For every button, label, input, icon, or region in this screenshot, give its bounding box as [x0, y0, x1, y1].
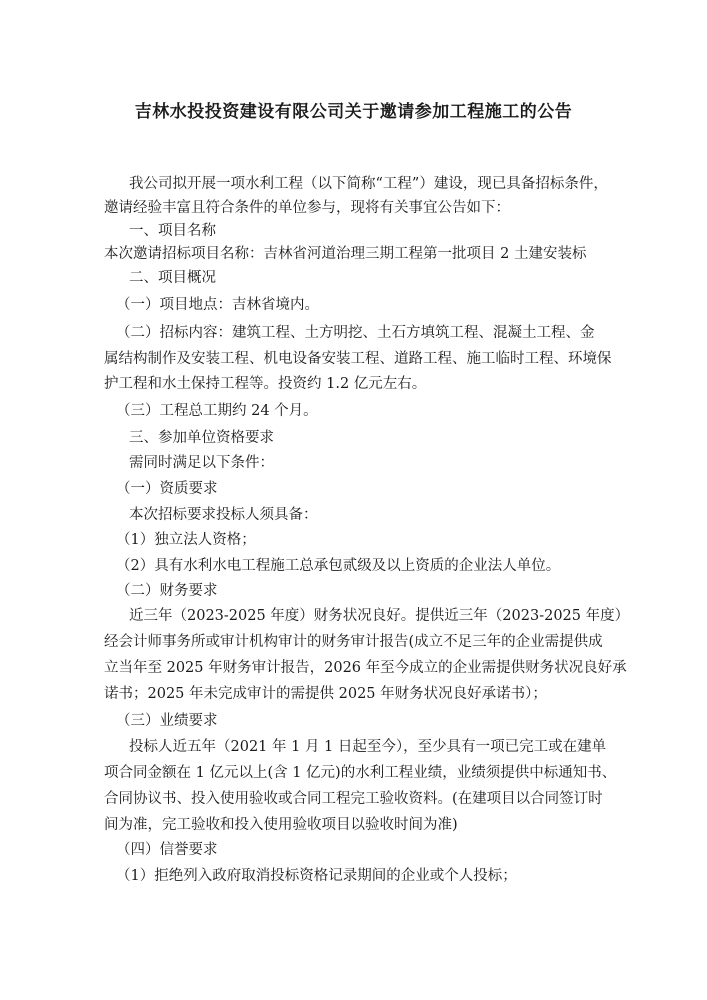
- financial-line-2: 经会计师事务所或审计机构审计的财务审计报告(成立不足三年的企业需提供成: [104, 634, 603, 650]
- qualification-intro: 本次招标要求投标人须具备：: [129, 507, 318, 523]
- reputation-item-1: （1）拒绝列入政府取消投标资格记录期间的企业或个人投标；: [116, 868, 517, 884]
- document-title: 吉林水投投资建设有限公司关于邀请参加工程施工的公告: [134, 102, 573, 122]
- financial-line-1: 近三年（2023-2025 年度）财务状况良好。提供近三年（2023-2025 年度）: [129, 608, 630, 624]
- qualification-item-2: （2）具有水利水电工程施工总承包贰级及以上资质的企业法人单位。: [116, 558, 561, 574]
- financial-heading: （二）财务要求: [116, 583, 218, 599]
- section-3-intro: 需同时满足以下条件：: [129, 455, 274, 471]
- section-2-location: （一）项目地点：吉林省境内。: [116, 297, 319, 313]
- qualification-heading: （一）资质要求: [116, 481, 218, 497]
- section-2-duration: （三）工程总工期约 24 个月。: [116, 403, 318, 419]
- intro-line-2: 邀请经验丰富且符合条件的单位参与，现将有关事宜公告如下：: [104, 200, 510, 216]
- performance-line-4: 间为准，完工验收和投入使用验收项目以验收时间为准): [104, 817, 458, 833]
- section-1-body: 本次邀请招标项目名称：吉林省河道治理三期工程第一批项目 2 土建安装标: [104, 246, 587, 262]
- performance-line-1: 投标人近五年（2021 年 1 月 1 日起至今），至少具有一项已完工或在建单: [129, 739, 607, 755]
- performance-line-2: 项合同金额在 1 亿元以上(含 1 亿元)的水利工程业绩，业绩须提供中标通知书、: [104, 765, 617, 781]
- section-2-scope-line-3: 护工程和水土保持工程等。投资约 1.2 亿元左右。: [104, 376, 427, 392]
- financial-line-4: 诺书；2025 年未完成审计的需提供 2025 年财务状况良好承诺书）；: [104, 686, 547, 702]
- intro-line-1: 我公司拟开展一项水利工程（以下简称“工程”）建设，现已具备招标条件，: [129, 176, 608, 192]
- section-3-heading: 三、参加单位资格要求: [129, 430, 274, 446]
- performance-line-3: 合同协议书、投入使用验收或合同工程完工验收资料。(在建项目以合同签订时: [104, 791, 603, 807]
- financial-line-3: 立当年至 2025 年财务审计报告，2026 年至今成立的企业需提供财务状况良好承: [104, 660, 627, 676]
- section-2-heading: 二、项目概况: [129, 270, 216, 286]
- section-1-heading: 一、项目名称: [129, 223, 216, 239]
- section-2-scope-line-1: （二）招标内容：建筑工程、土方明挖、土石方填筑工程、混凝土工程、金: [116, 325, 595, 341]
- section-2-scope-line-2: 属结构制作及安装工程、机电设备安装工程、道路工程、施工临时工程、环境保: [104, 351, 612, 367]
- reputation-heading: （四）信誉要求: [116, 842, 218, 858]
- qualification-item-1: （1）独立法人资格；: [116, 532, 256, 548]
- performance-heading: （三）业绩要求: [116, 713, 218, 729]
